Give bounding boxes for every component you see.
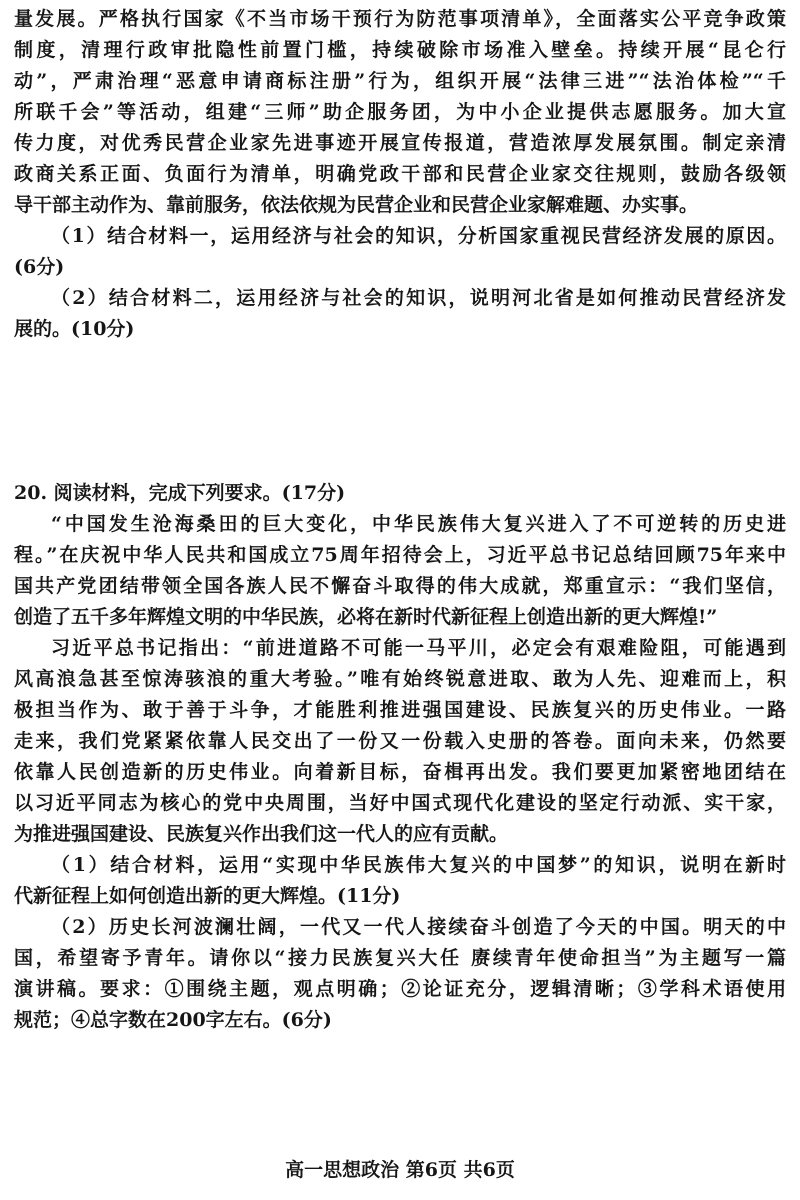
text-line: 代新征程上如何创造出新的更大辉煌。(11分) <box>14 885 401 907</box>
text-line: 所联千会”等活动，组建“三师”助企服务团，为中小企业提供志愿服务。加大宣 <box>14 101 786 123</box>
text-line: 国，希望寄予青年。请你以“接力民族复兴大任 赓续青年使命担当”为主题写一篇 <box>14 947 786 969</box>
question-20-heading: 20. 阅读材料，完成下列要求。(17分) <box>14 482 346 504</box>
text-line: 动”，严肃治理“恶意申请商标注册”行为，组织开展“法律三进”“法治体检”“千 <box>14 70 786 92</box>
text-line: 走来，我们党紧紧依靠人民交出了一份又一份载入史册的答卷。面向未来，仍然要 <box>14 730 786 752</box>
material-two-continuation <box>14 4 786 345</box>
text-line: 政商关系正面、负面行为清单，明确党政干部和民营企业家交往规则，鼓励各级领 <box>14 163 786 185</box>
sub-question-1: （1）结合材料一，运用经济与社会的知识，分析国家重视民营经济发展的原因。 <box>51 225 786 247</box>
text-line: 依靠人民创造新的历史伟业。向着新目标，奋楫再出发。我们要更加紧密地团结在 <box>14 761 786 783</box>
text-line: 演讲稿。要求：①围绕主题，观点明确；②论证充分，逻辑清晰；③学科术语使用 <box>14 978 786 1000</box>
sub-question-2: （2）历史长河波澜壮阔，一代又一代人接续奋斗创造了今天的中国。明天的中 <box>51 916 786 938</box>
text-line: 程。”在庆祝中华人民共和国成立75周年招待会上，习近平总书记总结回顾75年来中 <box>14 544 786 566</box>
sub-question-1-score: (6分) <box>14 256 65 278</box>
page-footer: 高一思想政治 第6页 共6页 <box>285 1159 515 1181</box>
text-line: 为推进强国建设、民族复兴作出我们这一代人的应有贡献。 <box>14 823 509 845</box>
sub-question-2-score: 展的。(10分) <box>14 318 135 340</box>
sub-question-1: （1）结合材料，运用“实现中华民族伟大复兴的中国梦”的知识，说明在新时 <box>51 854 786 876</box>
text-line: 量发展。严格执行国家《不当市场干预行为防范事项清单》，全面落实公平竞争政策 <box>14 8 786 30</box>
text-line: 习近平总书记指出：“前进道路不可能一马平川，必定会有艰难险阻，可能遇到 <box>51 637 786 659</box>
text-line: 创造了五千多年辉煌文明的中华民族，必将在新时代新征程上创造出新的更大辉煌!” <box>14 606 718 628</box>
text-line: 传力度，对优秀民营企业家先进事迹开展宣传报道，营造浓厚发展氛围。制定亲清 <box>14 132 786 154</box>
sub-question-2: （2）结合材料二，运用经济与社会的知识，说明河北省是如何推动民营经济发 <box>51 287 786 309</box>
question-20 <box>14 478 786 1036</box>
text-line: 国共产党团结带领全国各族人民不懈奋斗取得的伟大成就，郑重宣示：“我们坚信， <box>14 575 786 597</box>
text-line: 极担当作为、敢于善于斗争，才能胜利推进强国建设、民族复兴的历史伟业。一路 <box>14 699 786 721</box>
text-line: “中国发生沧海桑田的巨大变化，中华民族伟大复兴进入了不可逆转的历史进 <box>51 513 786 535</box>
text-line: 规范；④总字数在200字左右。(6分) <box>14 1009 332 1031</box>
text-line: 制度，清理行政审批隐性前置门槛，持续破除市场准入壁垒。持续开展“昆仑行 <box>14 39 786 61</box>
text-line: 以习近平同志为核心的党中央周围，当好中国式现代化建设的坚定行动派、实干家， <box>14 792 786 814</box>
text-line: 导干部主动作为、靠前服务，依法依规为民营企业和民营企业家解难题、办实事。 <box>14 194 699 216</box>
text-line: 风高浪急甚至惊涛骇浪的重大考验。”唯有始终锐意进取、敢为人先、迎难而上，积 <box>14 668 786 690</box>
